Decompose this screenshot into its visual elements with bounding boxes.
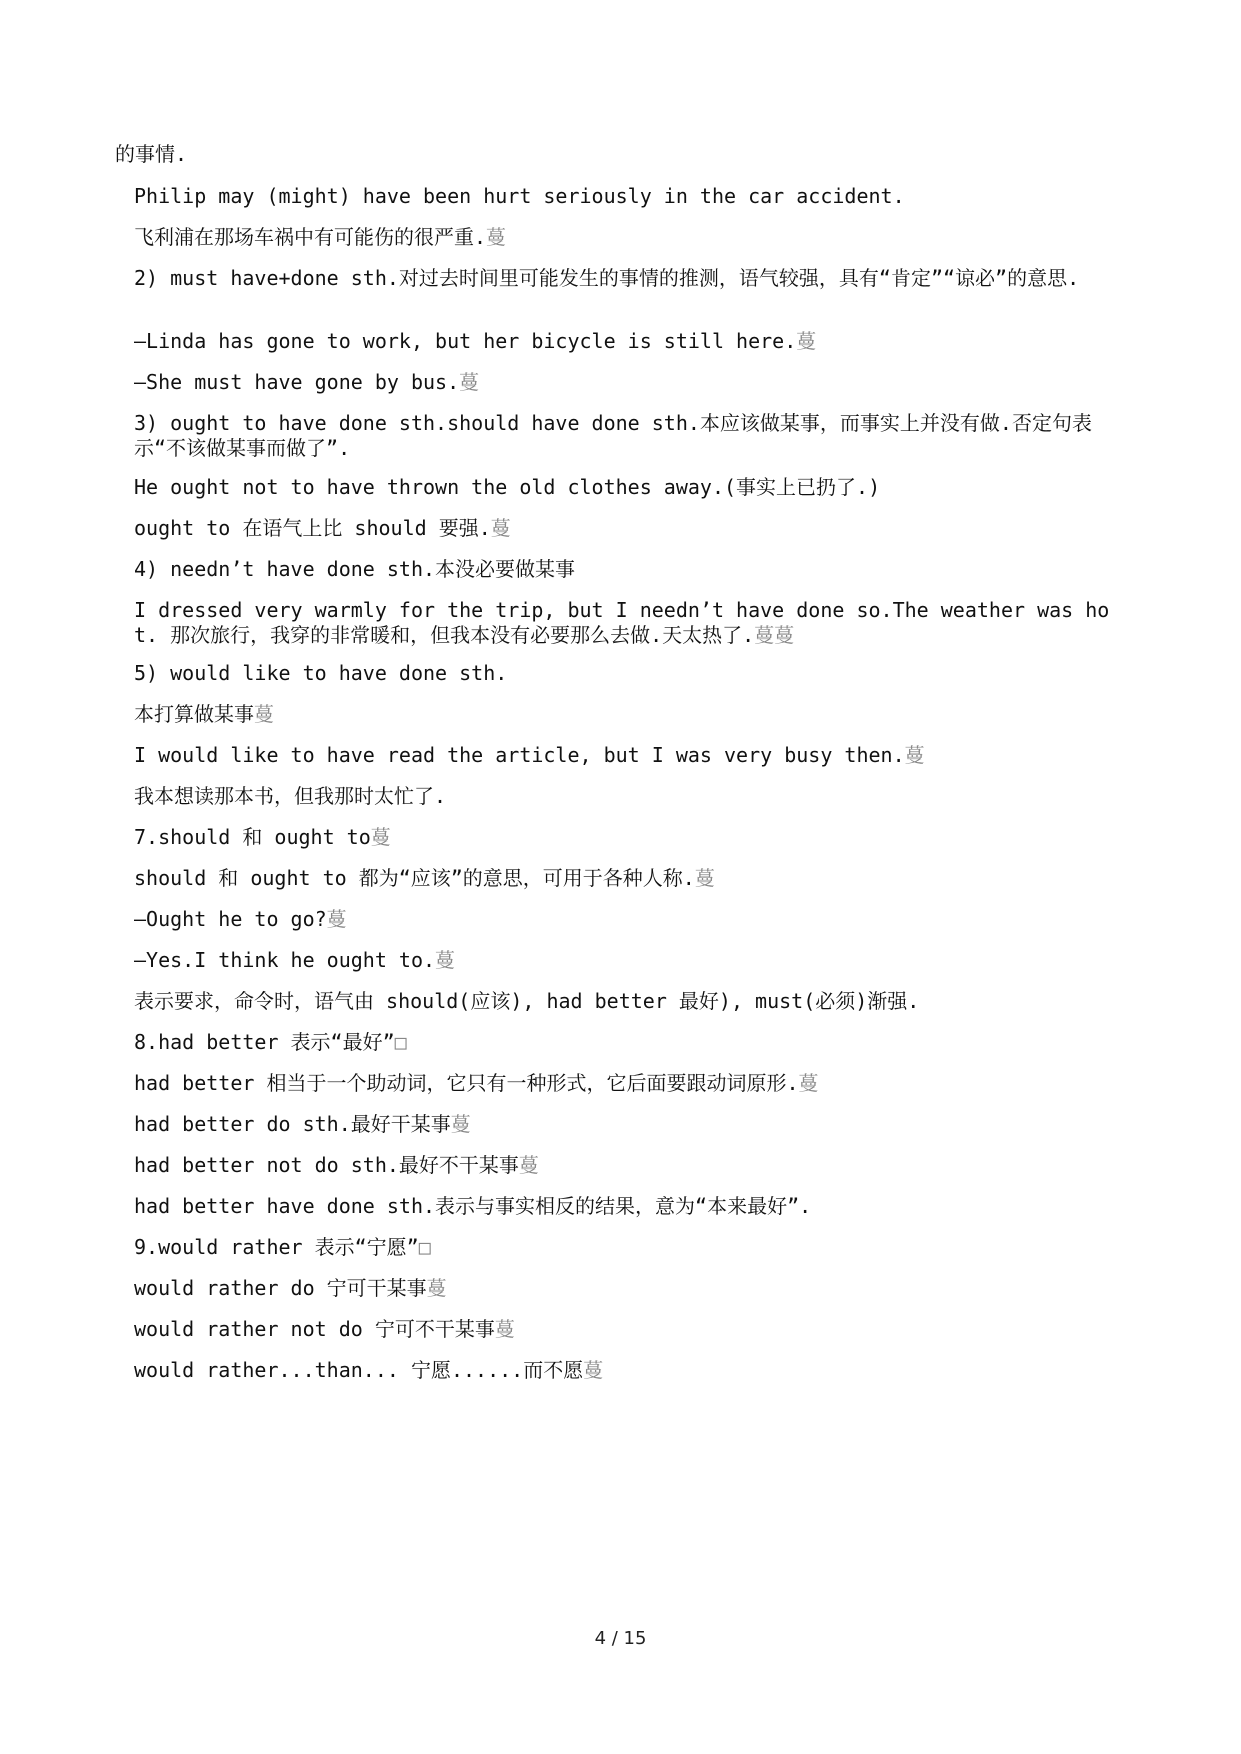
text-mark: 蔓 (459, 370, 480, 394)
text-line: ought to 在语气上比 should 要强.蔓 (134, 516, 511, 540)
text-line: 8.had better 表示“最好”□ (134, 1030, 407, 1054)
text-line: had better have done sth.表示与事实相反的结果，意为“本来最好”. (134, 1194, 812, 1218)
text-line: —Ought he to go?蔓 (134, 907, 347, 931)
text-line: would rather...than... 宁愿......而不愿蔓 (134, 1358, 604, 1382)
text-line: would rather do 宁可干某事蔓 (134, 1276, 447, 1300)
text-mark: 蔓 (426, 1276, 447, 1300)
text-mark: 蔓 (486, 225, 507, 249)
page-number: 4 / 15 (594, 1628, 647, 1649)
text-line: 4) needn’t have done sth.本没必要做某事 (134, 557, 576, 581)
text-line: 5) would like to have done sth. (134, 661, 508, 685)
text-line: 9.would rather 表示“宁愿”□ (134, 1235, 431, 1259)
text-mark: 蔓 (518, 1153, 539, 1177)
text-line: had better not do sth.最好不干某事蔓 (134, 1153, 539, 1177)
text-line: would rather not do 宁可不干某事蔓 (134, 1317, 515, 1341)
text-mark: 蔓 (435, 948, 456, 972)
text-line: —Yes.I think he ought to.蔓 (134, 948, 456, 972)
text-mark: 蔓 (254, 702, 274, 726)
text-line: 表示要求，命令时，语气由 should(应该), had better 最好), must(必须)渐强. (134, 989, 920, 1013)
text-line: had better 相当于一个助动词，它只有一种形式，它后面要跟动词原形.蔓 (134, 1071, 819, 1095)
text-mark: 蔓 (450, 1112, 471, 1136)
text-line: I would like to have read the article, but I was very busy then.蔓 (134, 743, 925, 767)
text-line: had better do sth.最好干某事蔓 (134, 1112, 471, 1136)
text-line: 的事情. (115, 142, 188, 166)
text-line: —Linda has gone to work, but her bicycle is still here.蔓 (134, 329, 817, 353)
text-mark: 蔓 (904, 743, 925, 767)
text-line: 3) ought to have done sth.should have done sth.本应该做某事，而事实上并没有做.否定句表示“不该做某事而做了”. (134, 411, 1092, 460)
text-line: 我本想读那本书，但我那时太忙了. (134, 784, 447, 808)
text-mark: 蔓 (490, 516, 511, 540)
text-mark: □ (418, 1235, 431, 1259)
text-line: 本打算做某事蔓 (134, 702, 274, 726)
text-mark: 蔓 (796, 329, 817, 353)
text-mark: □ (394, 1030, 407, 1054)
text-mark: 蔓 (494, 1317, 515, 1341)
text-line: 2) must have+done sth.对过去时间里可能发生的事情的推测，语气较强，具有“肯定”“谅必”的意思. (134, 266, 1080, 290)
text-line: —She must have gone by bus.蔓 (134, 370, 480, 394)
text-mark: 蔓 (370, 825, 391, 849)
text-mark: 蔓 (798, 1071, 819, 1095)
text-line: 7.should 和 ought to蔓 (134, 825, 391, 849)
text-line: should 和 ought to 都为“应该”的意思，可用于各种人称.蔓 (134, 866, 715, 890)
text-mark: 蔓 (583, 1358, 604, 1382)
text-line: He ought not to have thrown the old clothes away.(事实上已扔了.) (134, 475, 881, 499)
text-line: 飞利浦在那场车祸中有可能伤的很严重.蔓 (134, 225, 507, 249)
text-mark: 蔓 (326, 907, 347, 931)
text-line: I dressed very warmly for the trip, but I needn’t have done so.The weather was hot. 那次旅行，我穿的非常暖和，但我本没有必要那么去做.天太热了.蔓蔓 (134, 598, 1110, 647)
text-mark: 蔓蔓 (754, 623, 795, 647)
text-mark: 蔓 (694, 866, 715, 890)
text-line: Philip may (might) have been hurt seriously in the car accident. (134, 184, 905, 208)
